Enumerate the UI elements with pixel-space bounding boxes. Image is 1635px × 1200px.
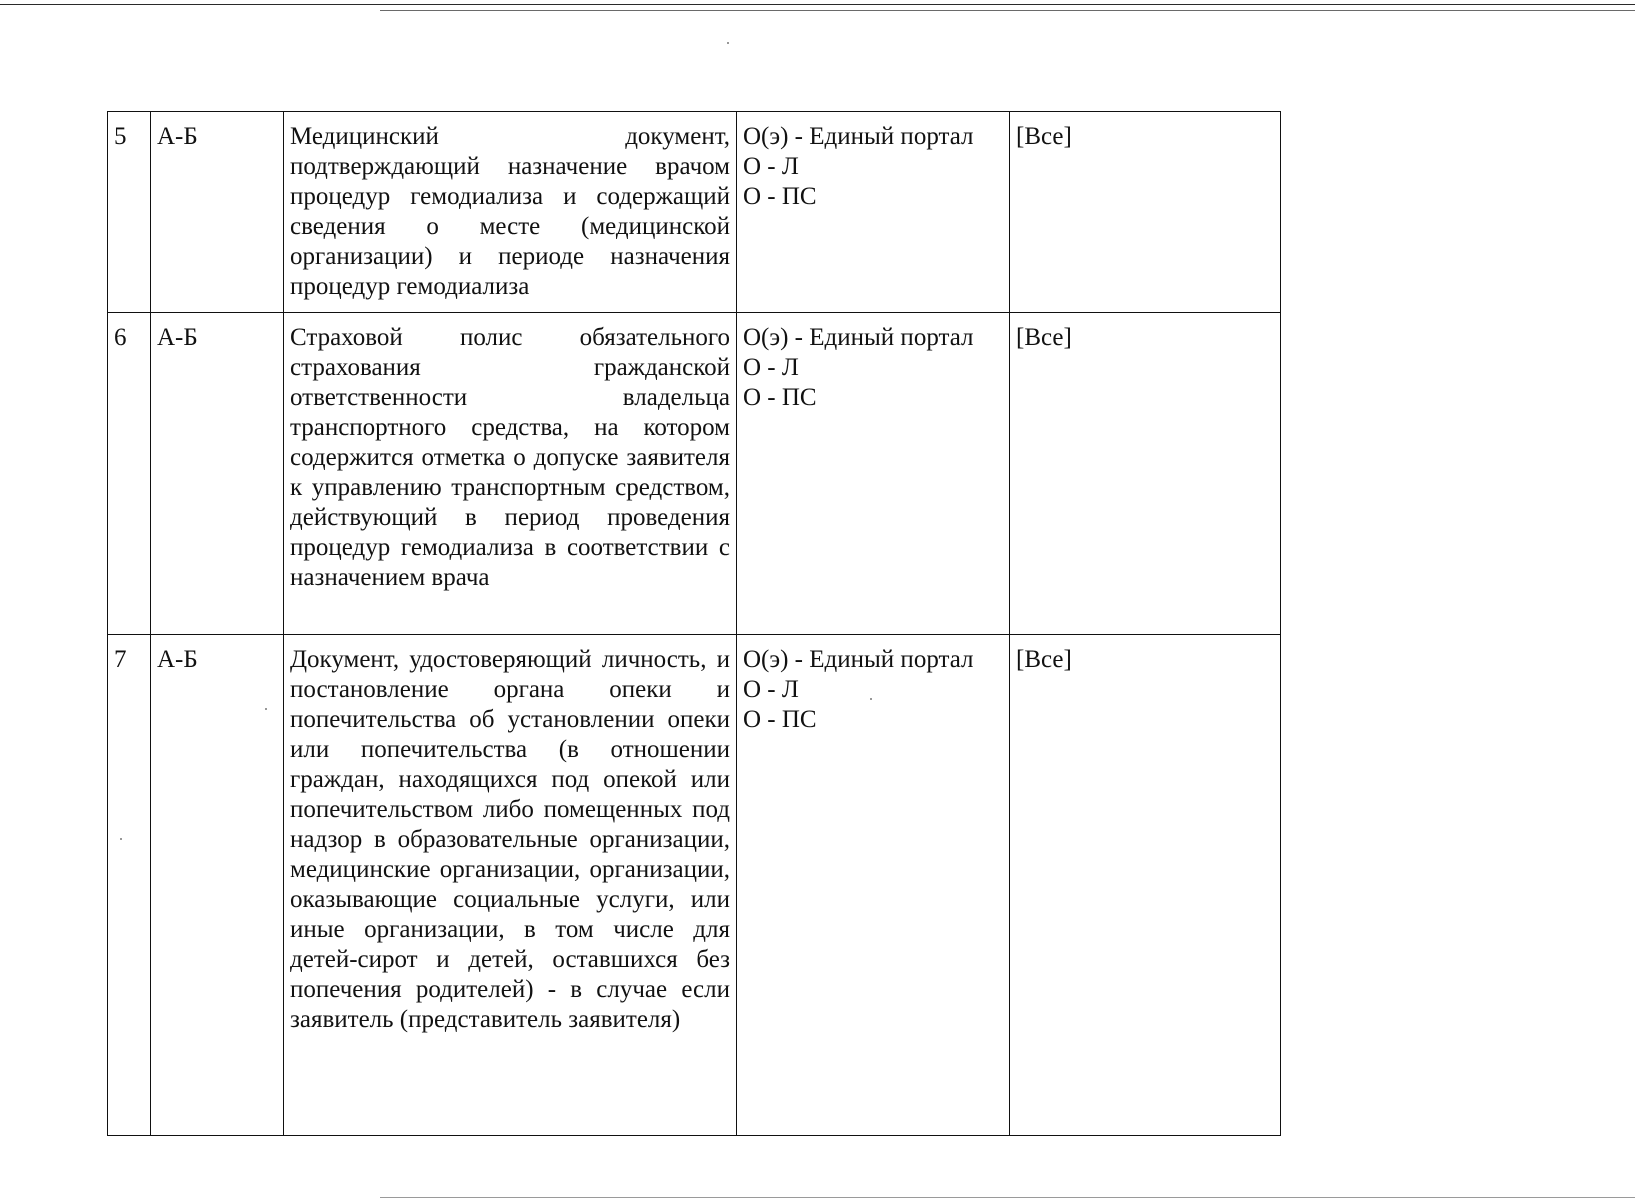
documents-table [107, 111, 1281, 1136]
method-item: О - Л [743, 676, 799, 703]
row-methods [737, 112, 1010, 313]
method-item: О - ПС [743, 706, 817, 733]
row-scope: [Все] [1010, 635, 1281, 1136]
row-number: 6 [108, 313, 151, 635]
row-number: 7 [108, 635, 151, 1136]
method-item: О - Л [743, 354, 799, 381]
method-item: О - ПС [743, 384, 817, 411]
row-code: А-Б [151, 313, 284, 635]
row-code: А-Б [151, 635, 284, 1136]
row-description: Страховой полис обязательного страхования гражданской ответственности владельца транспортного средства, на котором содержится отметка о допуске заявителя к управлению транспортным средством, действующий в период проведения процедур гемодиализа в соответствии с назначением врача [284, 313, 737, 635]
row-description: Медицинский документ, подтверждающий назначение врачом процедур гемодиализа и содержащий сведения о месте (медицинской организации) и периоде назначения процедур гемодиализа [284, 112, 737, 313]
scan-edge-line [0, 4, 1635, 5]
row-scope: [Все] [1010, 313, 1281, 635]
scan-speck [727, 42, 729, 44]
table-row [108, 313, 1281, 635]
row-description: Документ, удостоверяющий личность, и постановление органа опеки и попечительства об установлении опеки или попечительства (в отношении граждан, находящихся под опекой или попечительством либо помещенных под надзор в образовательные организации, медицинские организации, организации, оказывающие социальные услуги, или иные организации, в том числе для детей-сирот и детей, оставшихся без попечения родителей) - в случае если заявитель (представитель заявителя) [284, 635, 737, 1136]
row-number: 5 [108, 112, 151, 313]
row-scope: [Все] [1010, 112, 1281, 313]
scan-edge-line [380, 10, 1635, 11]
method-item: О(э) - Единый портал [743, 123, 974, 150]
row-methods [737, 313, 1010, 635]
table-row [108, 112, 1281, 313]
table-row [108, 635, 1281, 1136]
row-methods [737, 635, 1010, 1136]
method-item: О - Л [743, 153, 799, 180]
scan-edge-line [380, 1197, 1635, 1198]
row-code: А-Б [151, 112, 284, 313]
method-item: О(э) - Единый портал [743, 324, 974, 351]
method-item: О - ПС [743, 183, 817, 210]
method-item: О(э) - Единый портал [743, 646, 974, 673]
